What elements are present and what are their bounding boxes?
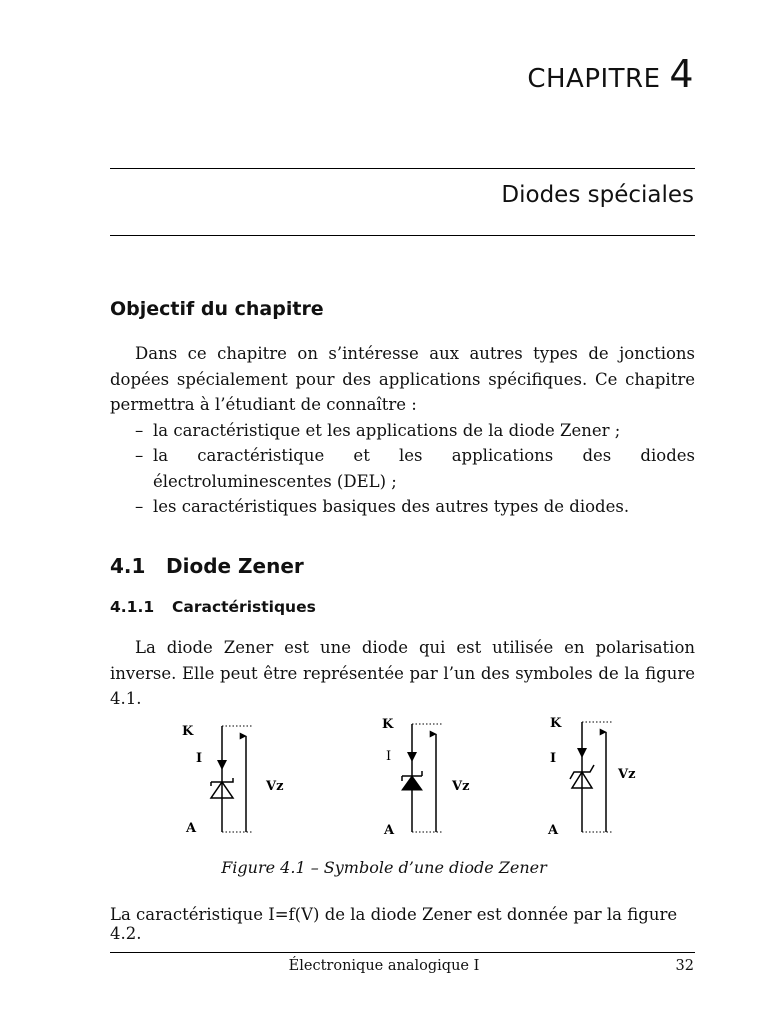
cathode-label: K [382, 717, 394, 732]
section-heading [110, 554, 304, 578]
closing-paragraph: La caractéristique I=f(V) de la diode Zener est donnée par la figure 4.2. [110, 905, 678, 943]
zener-paragraph: La diode Zener est une diode qui est utilisée en polarisation inverse. Elle peut être représentée par l’un des symboles de la figure 4.1. [110, 638, 695, 708]
voltage-label: Vz [452, 779, 470, 794]
list-item [135, 494, 695, 520]
chapter-word: CHAPITRE [527, 64, 661, 94]
voltage-label: Vz [618, 767, 636, 782]
objectives-list [110, 418, 695, 520]
list-item-text: la caractéristique et les applications des diodes électroluminescentes (DEL) ; [153, 446, 695, 491]
section-number: 4.1 [110, 554, 146, 578]
list-item [135, 443, 695, 494]
anode-label: A [186, 821, 197, 836]
voltage-label: Vz [266, 779, 284, 794]
subsection-number: 4.1.1 [110, 598, 155, 616]
chapter-number: 4 [669, 52, 694, 96]
zener-symbols-figure [160, 710, 660, 845]
header-rule-bottom [110, 235, 695, 236]
current-label: I [386, 749, 392, 764]
list-item-text: les caractéristiques basiques des autres types de diodes. [153, 497, 630, 516]
bullet-dash: – [135, 497, 144, 516]
footer-title: Électronique analogique I [288, 958, 480, 974]
zener-symbol-2 [382, 717, 469, 838]
anode-label: A [384, 823, 395, 838]
bullet-dash: – [135, 446, 144, 465]
anode-label: A [548, 823, 559, 838]
page-number: 32 [675, 958, 694, 974]
current-label: I [196, 751, 203, 766]
current-label: I [550, 751, 557, 766]
chapter-title: Diodes spéciales [501, 182, 694, 208]
zener-symbol-3 [547, 716, 635, 838]
list-item-text: la caractéristique et les applications de la diode Zener ; [153, 420, 621, 440]
zener-symbol-1 [182, 724, 283, 836]
intro-block [110, 341, 695, 520]
cathode-label: K [182, 724, 194, 739]
subsection-heading [110, 598, 316, 616]
chapter-label [527, 52, 694, 96]
figure-caption: Figure 4.1 – Symbole d’une diode Zener [221, 858, 547, 877]
header-rule-top [110, 168, 695, 169]
cathode-label: K [550, 716, 562, 731]
diode-triangle [402, 776, 422, 790]
objectif-heading: Objectif du chapitre [110, 298, 324, 320]
section-title: Diode Zener [166, 554, 304, 578]
intro-paragraph: Dans ce chapitre on s’intéresse aux autres types de jonctions dopées spécialement pour des applications spécifiques. Ce chapitre permettra à l’étudiant de connaître : [110, 344, 695, 414]
bullet-dash: – [135, 420, 144, 440]
footer-rule [110, 952, 695, 953]
subsection-title: Caractéristiques [172, 598, 316, 616]
list-item [135, 418, 695, 444]
